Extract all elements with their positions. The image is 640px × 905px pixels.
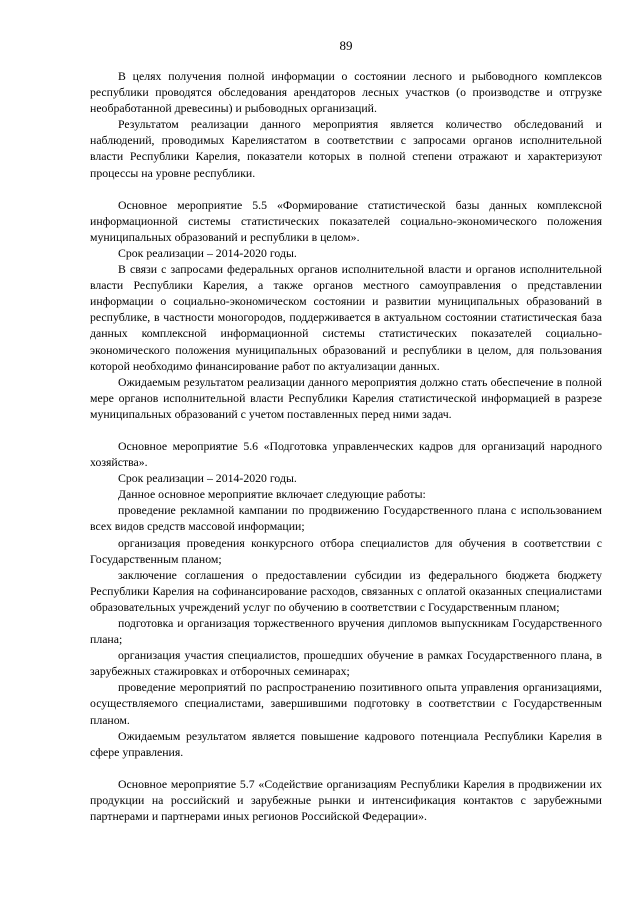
list-item-diploma-ceremony: подготовка и организация торжественного вручения дипломов выпускникам Государственного плана; (90, 616, 602, 647)
list-item-subsidy-agreement: заключение соглашения о предоставлении субсидии из федерального бюджета бюджету Республики Карелия на софинансирование расходов, связанных с оплатой оказанных специалистами образовательных учреждений услуг по обучению в соответствии с Государственным планом; (90, 567, 602, 614)
list-item-experience-sharing: проведение мероприятий по распространению позитивного опыта управления организациями, осуществляемого специалистами, завершившими подготовку в соответствии с Государственным планом. (90, 680, 602, 727)
paragraph-survey-result: Результатом реализации данного мероприятия является количество обследований и наблюдений, проводимых Карелиястатом в соответствии с запросами органов исполнительной власти Республики Карелия, показатели которых в полной степени отражают и характеризуют процессы на уровне республики. (90, 117, 602, 180)
list-item-foreign-internships: организация участия специалистов, прошедших обучение в рамках Государственного плана, в зарубежных стажировках и отборочных семинарах; (90, 648, 602, 679)
paragraph-measure-5-5-body: В связи с запросами федеральных органов исполнительной власти и органов исполнительной власти Республики Карелия, а также органов местного самоуправления о представлении информации о социально-экономическом состоянии и развитии муниципальных образований в республике, в частности моногородов, поддерживается в актуальном состоянии статистическая база данных комплексной информационной системы статистических показателей социально-экономического положения муниципальных образований и республики в целом, для пользования которой необходимо финансирование работ по актуализации данных. (90, 262, 602, 373)
paragraph-survey-info: В целях получения полной информации о состоянии лесного и рыбоводного комплексов республики проводятся обследования арендаторов лесных участков (о производстве и отгрузке необработанной древесины) и рыбоводных организаций. (90, 69, 602, 116)
paragraph-measure-5-6-intro: Данное основное мероприятие включает следующие работы: (118, 487, 426, 502)
section-spacer (90, 760, 602, 776)
paragraph-measure-5-6-term: Срок реализации – 2014-2020 годы. (118, 471, 297, 486)
section-spacer (90, 181, 602, 197)
paragraph-measure-5-5-title: Основное мероприятие 5.5 «Формирование статистической базы данных комплексной информационной системы статистических показателей социально-экономического положения муниципальных образований и республики в целом». (90, 197, 602, 244)
section-spacer (90, 422, 602, 438)
document-page (90, 38, 602, 824)
paragraph-measure-5-6-result: Ожидаемым результатом является повышение кадрового потенциала Республики Карелия в сфере управления. (90, 728, 602, 759)
list-item-advertising-campaign: проведение рекламной кампании по продвижению Государственного плана с использованием всех видов средств массовой информации; (90, 503, 602, 534)
paragraph-measure-5-5-term: Срок реализации – 2014-2020 годы. (118, 245, 297, 260)
page-number: 89 (339, 38, 353, 53)
paragraph-measure-5-5-result: Ожидаемым результатом реализации данного мероприятия должно стать обеспечение в полной мере органов исполнительной власти Республики Карелия статистической информацией в разрезе муниципальных образований с учетом поставленных перед ними задач. (90, 374, 602, 421)
paragraph-measure-5-7-title: Основное мероприятие 5.7 «Содействие организациям Республики Карелия в продвижении их продукции на российский и зарубежные рынки и интенсификация контактов с зарубежными партнерами и партнерами иных регионов Российской Федерации». (90, 776, 602, 824)
list-item-competitive-selection: организация проведения конкурсного отбора специалистов для обучения в соответствии с Государственным планом; (90, 535, 602, 566)
paragraph-measure-5-6-title: Основное мероприятие 5.6 «Подготовка управленческих кадров для организаций народного хозяйства». (90, 438, 602, 470)
